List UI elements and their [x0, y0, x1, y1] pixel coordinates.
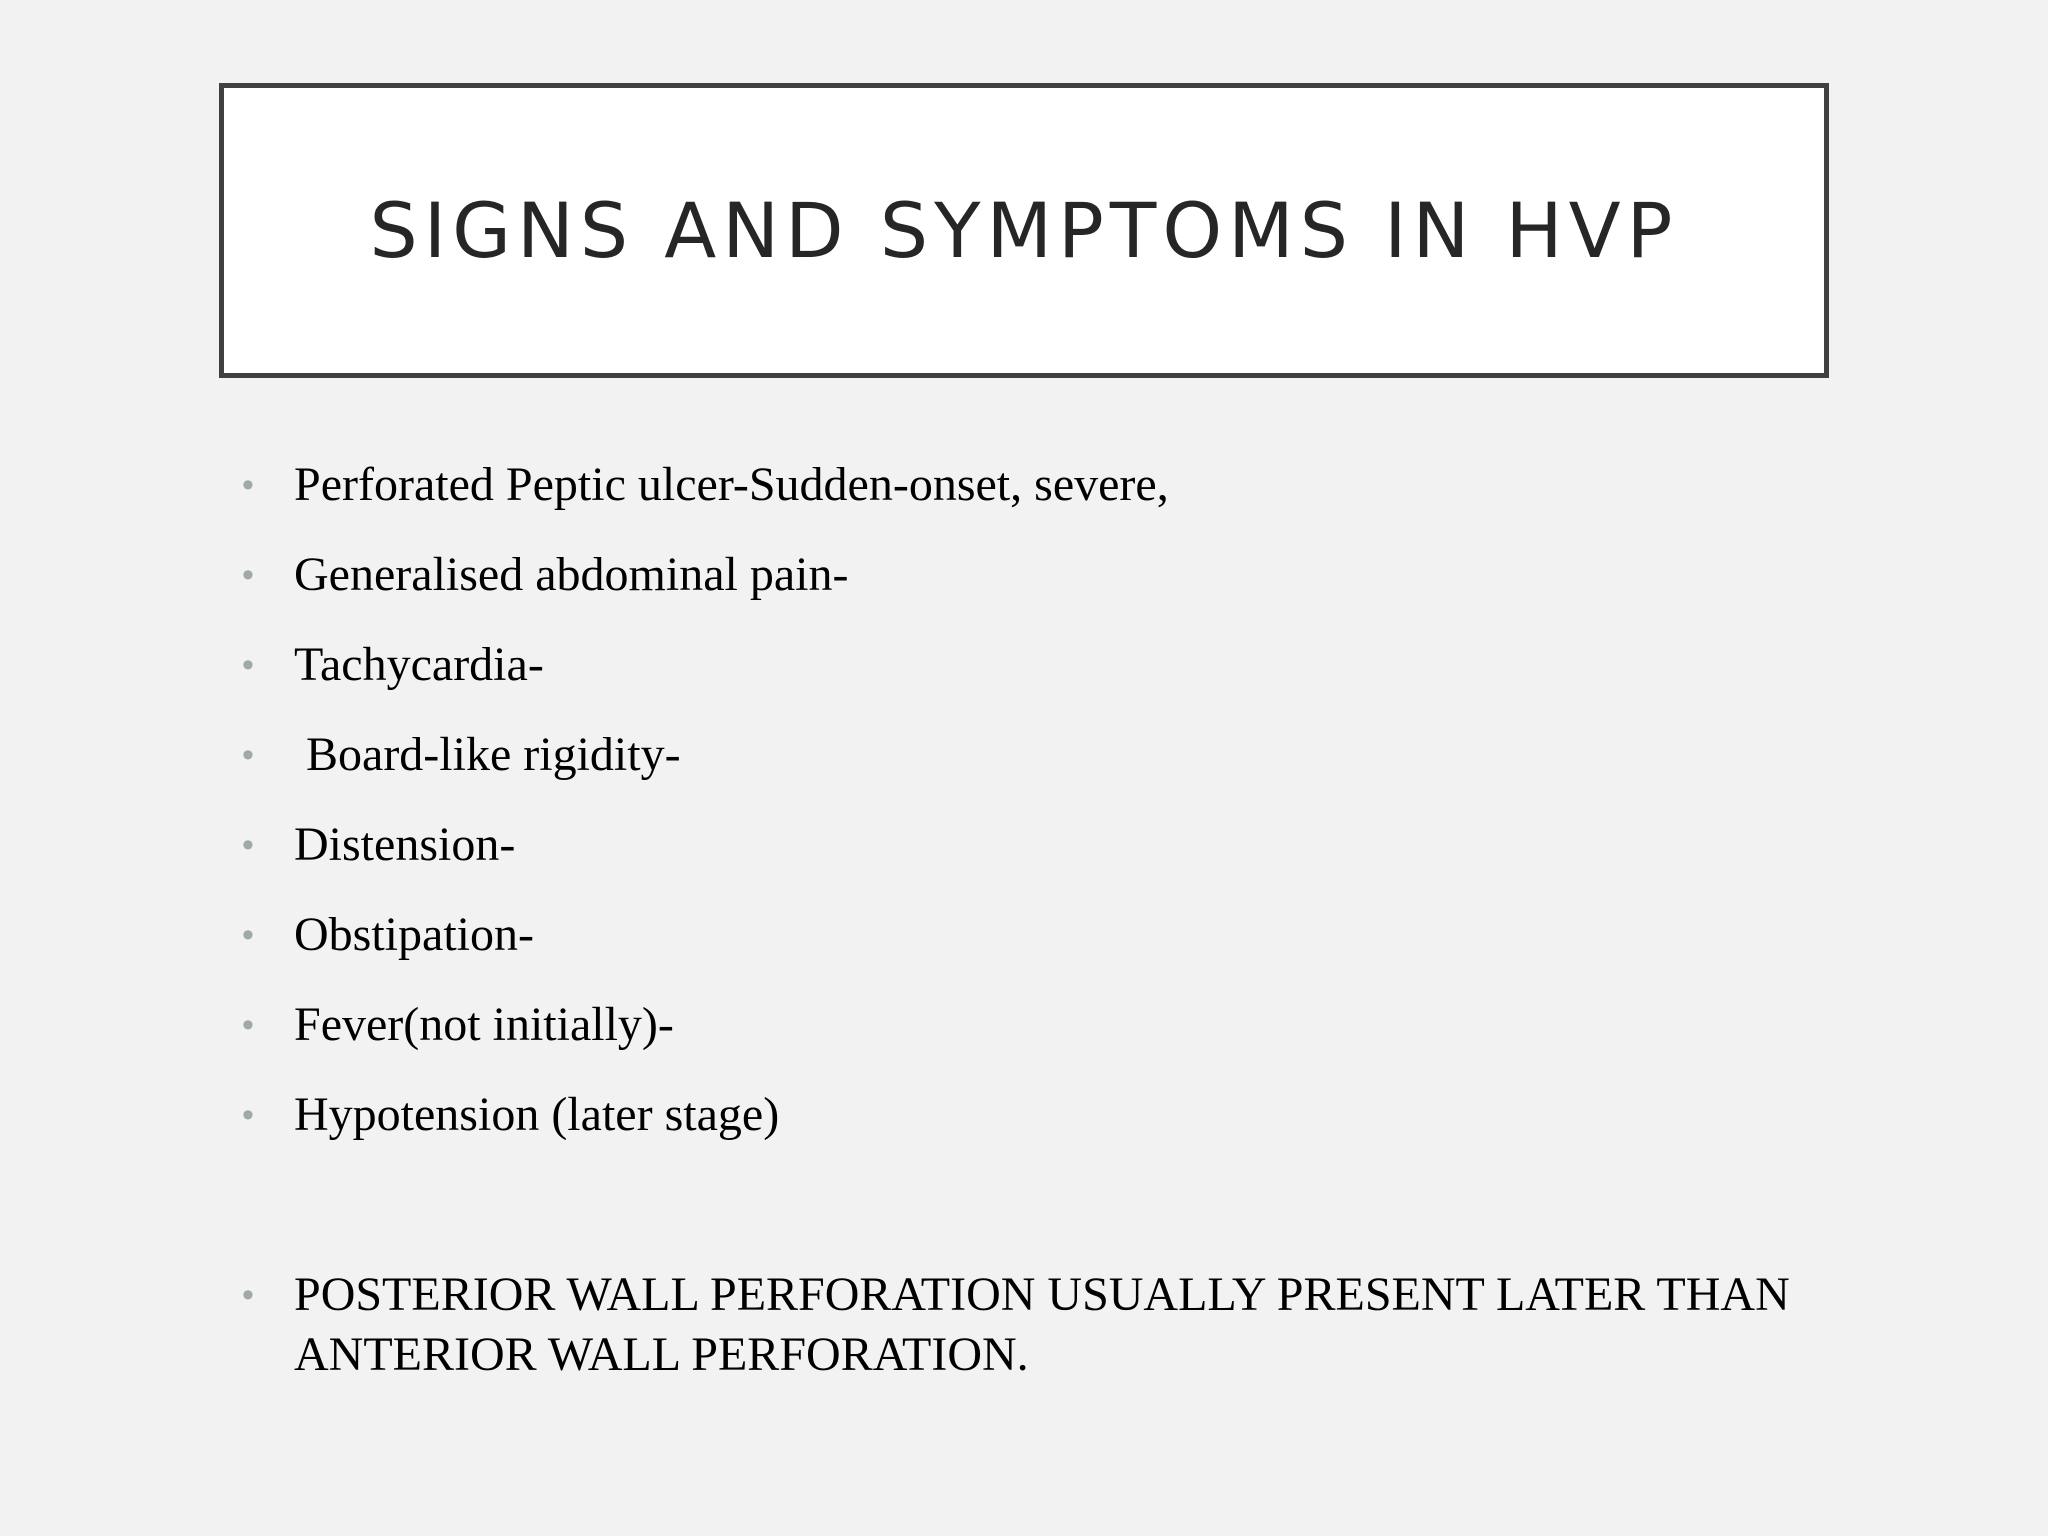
- slide-title: SIGNS AND SYMPTOMS IN HVP: [369, 186, 1679, 275]
- note-item: [240, 1265, 1800, 1385]
- bullet-text: Tachycardia-: [294, 638, 544, 691]
- bullet-text: Perforated Peptic ulcer-Sudden-onset, severe,: [294, 458, 1169, 511]
- bullet-item: [240, 635, 1800, 695]
- bullet-item: [240, 1085, 1800, 1145]
- note-text: POSTERIOR WALL PERFORATION USUALLY PRESENT LATER THAN ANTERIOR WALL PERFORATION.: [294, 1268, 1790, 1381]
- bullet-item: [240, 545, 1800, 605]
- bullet-dot-icon: •: [242, 826, 254, 864]
- bullet-item: [240, 995, 1800, 1055]
- bullet-text: Obstipation-: [294, 908, 534, 961]
- bullet-dot-icon: •: [242, 646, 254, 684]
- bullet-text: Fever(not initially)-: [294, 998, 674, 1051]
- bullet-dot-icon: •: [242, 466, 254, 504]
- bullet-dot-icon: •: [242, 916, 254, 954]
- bullet-dot-icon: •: [242, 1006, 254, 1044]
- bullet-item: [240, 905, 1800, 965]
- bullet-item: [240, 455, 1800, 515]
- bullet-dot-icon: •: [242, 1276, 254, 1314]
- bullet-text: Hypotension (later stage): [294, 1088, 780, 1141]
- bullet-text: Board-like rigidity-: [294, 728, 681, 781]
- bullet-text: Generalised abdominal pain-: [294, 548, 849, 601]
- bullet-text: Distension-: [294, 818, 516, 871]
- bullet-list: [240, 455, 1800, 1415]
- title-box: [219, 83, 1829, 378]
- bullet-dot-icon: •: [242, 736, 254, 774]
- bullet-dot-icon: •: [242, 1096, 254, 1134]
- bullet-dot-icon: •: [242, 556, 254, 594]
- bullet-item: [240, 725, 1800, 785]
- bullet-item: [240, 815, 1800, 875]
